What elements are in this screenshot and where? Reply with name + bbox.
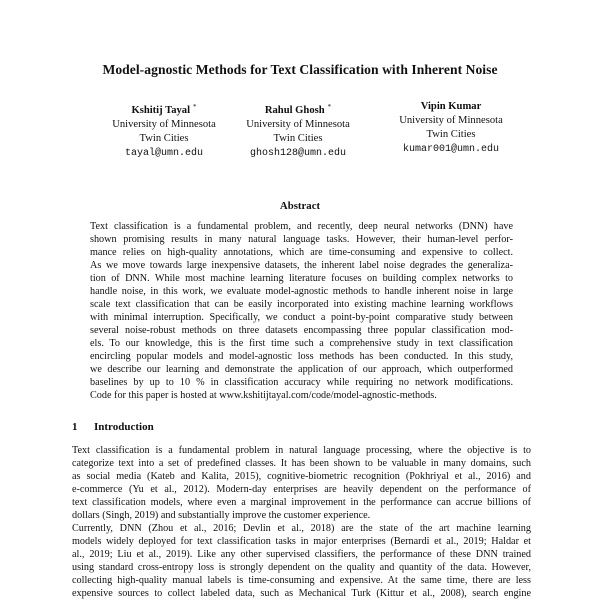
abstract-line: scale text classification that can be easily incorporated into existing machine learning workflows — [90, 299, 513, 310]
body-line: expensive sources to collect labeled data, such as Mechanical Turk (Kittur et al., 2008), search engine — [72, 588, 531, 599]
footnote-mark: * — [193, 103, 197, 111]
author-email[interactable]: ghosh128@umn.edu — [249, 147, 346, 159]
abstract-line: mance relies on high-quality annotations, which are time-consuming and expensive to collect. — [90, 247, 513, 258]
body-line: Text classification is a fundamental problem in natural language processing, where the objective is to — [72, 445, 531, 456]
abstract-line: with minimal interruption. Specifically, we conduct a point-by-point comparative study between — [90, 312, 513, 323]
abstract-line: we describe our learning and demonstrate the application of our approach, which outperformed — [90, 364, 513, 375]
author-name: Kshitij Tayal * — [131, 103, 197, 116]
section-heading — [72, 421, 154, 433]
author-email[interactable]: kumar001@umn.edu — [402, 143, 499, 155]
body-line: collecting high-quality manual labels is time-consuming and expensive. At the same time, there are less — [72, 575, 531, 586]
author-block — [371, 100, 531, 157]
abstract-line: encircling popular models and model-agnostic loss methods has been conducted. In this study, — [90, 351, 513, 362]
section-title: Introduction — [94, 421, 154, 433]
body-line: models widely deployed for text classification tasks in major enterprises (Bernardi et al., 2019; Haldar et — [72, 536, 531, 547]
abstract-line: els. To our knowledge, this is the first time such a comprehensive study in text classification — [90, 338, 513, 349]
author-email[interactable]: tayal@umn.edu — [124, 147, 203, 159]
abstract-line: several noise-robust methods on three datasets encompassing three popular classification mod- — [90, 325, 513, 336]
author-location: Twin Cities — [273, 133, 323, 145]
abstract-line: baselines by up to 10 % in classification accuracy while requiring no network modifications. — [90, 377, 513, 388]
author-name: Rahul Ghosh * — [264, 103, 332, 116]
author-block — [218, 100, 378, 161]
author-affiliation: University of Minnesota — [399, 115, 503, 127]
footnote-mark: * — [327, 103, 332, 111]
body-line: Currently, DNN (Zhou et al., 2016; Devlin et al., 2018) are the state of the art machine learning — [72, 523, 531, 534]
abstract-line: As we move towards large inexpensive datasets, the inherent label noise degrades the generaliza- — [90, 260, 513, 271]
body-line: al., 2019; Liu et al., 2019). Like any other supervised classifiers, the performance of these DNN trained — [72, 549, 531, 560]
author-location: Twin Cities — [426, 129, 476, 141]
author-affiliation: University of Minnesota — [246, 119, 350, 131]
abstract-heading: Abstract — [279, 200, 321, 212]
body-line: categorize text into a set of predefined classes. It has been shown to be valuable in many domains, such — [72, 458, 531, 469]
body-line: text classification models, where even a marginal improvement in the performance can accrue billions of — [72, 497, 531, 508]
author-affiliation: University of Minnesota — [112, 119, 216, 131]
body-line: e-commerce (Yu et al., 2012). Modern-day enterprises are heavily dependent on the performance of — [72, 484, 531, 495]
abstract-line: Code for this paper is hosted at www.kshitijtayal.com/code/model-agnostic-methods. — [90, 390, 437, 401]
abstract-line: handle noise, in this work, we evaluate model-agnostic methods to handle inherent noise in large — [90, 286, 513, 297]
abstract-line: tion of DNN. While most machine learning literature focuses on building complex networks to — [90, 273, 513, 284]
abstract-line: Text classification is a fundamental problem, and recently, deep neural networks (DNN) have — [90, 221, 513, 232]
body-line: using standard cross-entropy loss is strongly dependent on the quality and quantity of the data. However, — [72, 562, 531, 573]
author-location: Twin Cities — [139, 133, 189, 145]
paper-title: Model-agnostic Methods for Text Classification with Inherent Noise — [102, 62, 498, 77]
section-number: 1 — [72, 421, 78, 433]
body-line: as social media (Kateb and Kalita, 2015), cognitive-biometric recognition (Pokhriyal et al., 2016) and — [72, 471, 531, 482]
body-line: dollars (Singh, 2019) and substantially improve the customer experience. — [72, 510, 371, 521]
abstract-line: shown promising results in many natural language tasks. However, their human-level perfor- — [90, 234, 513, 245]
author-name: Vipin Kumar — [420, 101, 482, 112]
